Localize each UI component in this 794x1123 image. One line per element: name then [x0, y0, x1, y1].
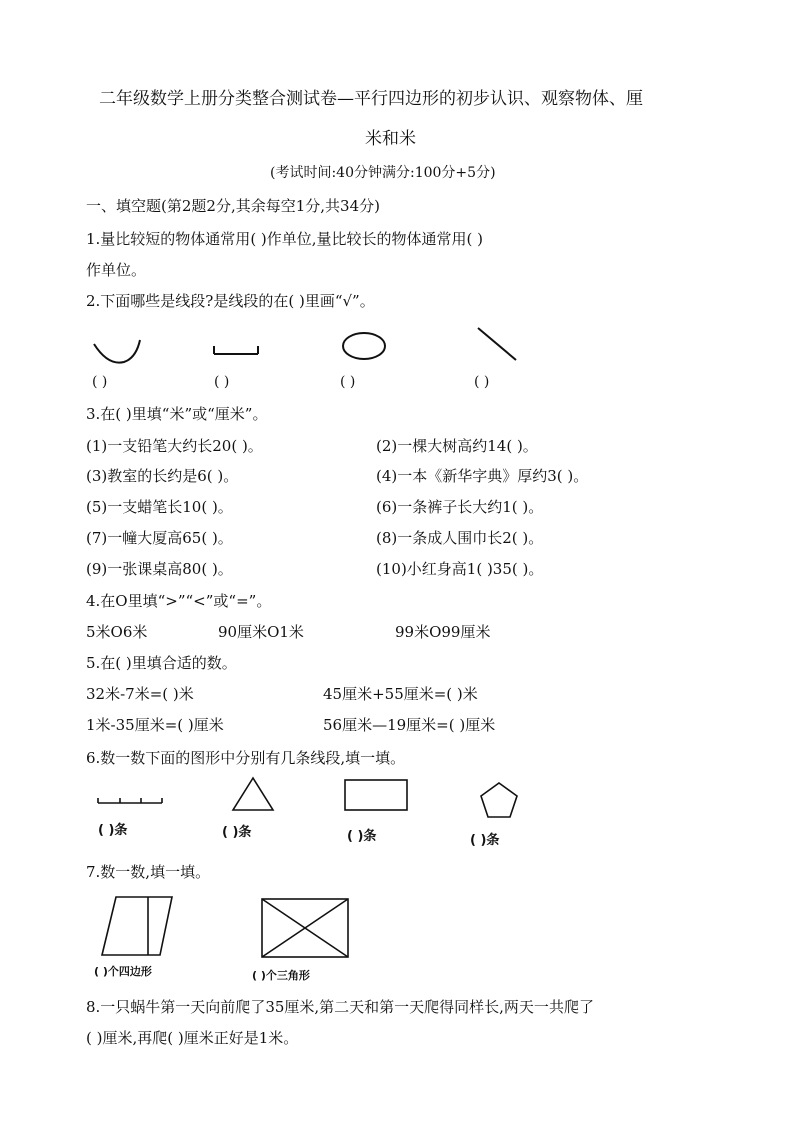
- question-4-text: 4.在O里填“>”“<”或“=”。: [86, 592, 272, 610]
- q5-item-4: 56厘米—19厘米=( )厘米: [323, 716, 496, 734]
- q3-item-1: (1)一支铅笔大约长20( )。: [86, 437, 263, 455]
- q6-segments-shape: [98, 798, 162, 803]
- question-8-line-2: ( )厘米,再爬( )厘米正好是1米。: [86, 1029, 299, 1047]
- q3-item-6: (6)一条裤子长大约1( )。: [376, 498, 544, 516]
- q7-rectangle-cross-shape: [262, 899, 348, 957]
- q3-item-4: (4)一本《新华字典》厚约3( )。: [376, 467, 589, 485]
- q3-item-8: (8)一条成人围巾长2( )。: [376, 529, 544, 547]
- q2-bracket-1: ( ): [92, 374, 108, 390]
- q6-label-1: ( )条: [98, 823, 128, 838]
- section-heading: 一、填空题(第2题2分,其余每空1分,共34分): [86, 197, 380, 215]
- q2-bracket-4: ( ): [474, 374, 490, 390]
- q7-label-1: ( )个四边形: [94, 965, 152, 978]
- q6-label-3: ( )条: [347, 829, 377, 844]
- q5-item-3: 1米-35厘米=( )厘米: [86, 716, 224, 734]
- page-title-line-2: 米和米: [365, 129, 416, 149]
- q3-item-2: (2)一棵大树高约14( )。: [376, 437, 538, 455]
- q5-item-1: 32米-7米=( )米: [86, 685, 194, 703]
- q2-curve-shape: [94, 340, 140, 363]
- question-7-text: 7.数一数,填一填。: [86, 863, 211, 881]
- q5-item-2: 45厘米+55厘米=( )米: [323, 685, 478, 703]
- q2-segment-shape: [214, 346, 258, 354]
- q4-item-2: 90厘米O1米: [218, 623, 304, 641]
- q6-label-2: ( )条: [222, 825, 252, 840]
- q3-item-9: (9)一张课桌高80( )。: [86, 560, 233, 578]
- q3-item-7: (7)一幢大厦高65( )。: [86, 529, 233, 547]
- q6-label-4: ( )条: [470, 833, 500, 848]
- question-2-text: 2.下面哪些是线段?是线段的在( )里画“√”。: [86, 292, 375, 310]
- q3-item-10: (10)小红身高1( )35( )。: [376, 560, 544, 578]
- q4-item-3: 99米O99厘米: [395, 623, 491, 641]
- q3-item-3: (3)教室的长约是6( )。: [86, 467, 239, 485]
- q7-label-2: ( )个三角形: [252, 969, 310, 982]
- q7-parallelogram-shape: [102, 897, 172, 955]
- q2-ray-shape: [478, 328, 516, 360]
- q2-bracket-2: ( ): [214, 374, 230, 390]
- q6-rectangle-shape: [345, 780, 407, 810]
- question-8-line-1: 8.一只蜗牛第一天向前爬了35厘米,第二天和第一天爬得同样长,两天一共爬了: [86, 998, 594, 1016]
- question-5-text: 5.在( )里填合适的数。: [86, 654, 237, 672]
- q6-triangle-shape: [233, 778, 273, 810]
- question-1-line-1: 1.量比较短的物体通常用( )作单位,量比较长的物体通常用( ): [86, 230, 484, 248]
- q4-item-1: 5米O6米: [86, 623, 148, 641]
- q2-shapes: [90, 336, 540, 376]
- q6-pentagon-shape: [481, 783, 517, 817]
- q6-shapes: [96, 775, 536, 815]
- q7-shapes: [96, 895, 356, 965]
- question-1-line-2: 作单位。: [86, 261, 147, 279]
- question-3-text: 3.在( )里填“米”或“厘米”。: [86, 405, 268, 423]
- question-6-text: 6.数一数下面的图形中分别有几条线段,填一填。: [86, 749, 406, 767]
- page-title-line-1: 二年级数学上册分类整合测试卷—平行四边形的初步认识、观察物体、厘: [99, 89, 643, 109]
- q3-item-5: (5)一支蜡笔长10( )。: [86, 498, 233, 516]
- page-subtitle: (考试时间:40分钟满分:100分+5分): [270, 165, 496, 181]
- q2-bracket-3: ( ): [340, 374, 356, 390]
- q2-ellipse-shape: [343, 333, 385, 359]
